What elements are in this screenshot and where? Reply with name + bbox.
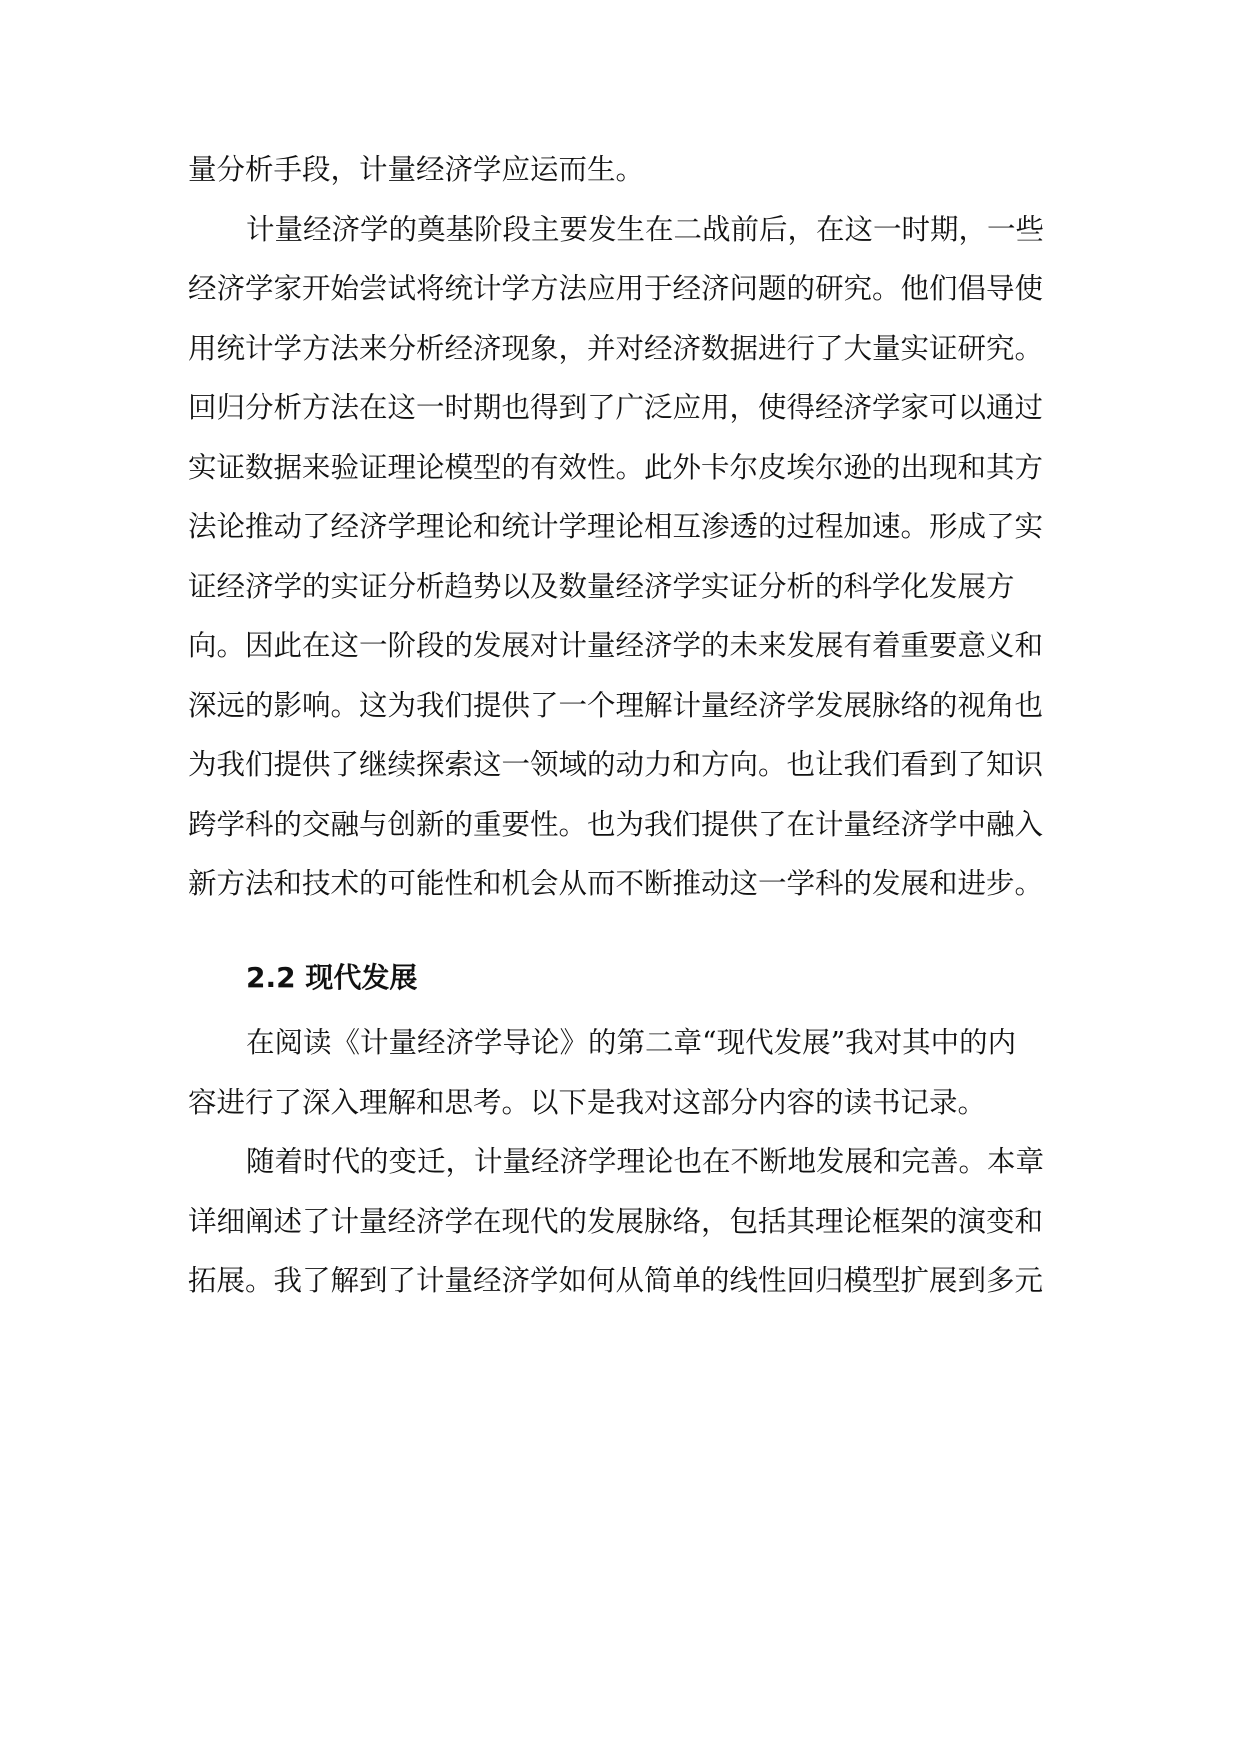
paragraph-line: 量分析手段，计量经济学应运而生。	[188, 153, 645, 186]
paragraph-line: 计量经济学的奠基阶段主要发生在二战前后，在这一时期，一些	[246, 212, 1045, 246]
paragraph-line: 随着时代的变迁，计量经济学理论也在不断地发展和完善。本章	[246, 1145, 1045, 1178]
paragraph-line: 法论推动了经济学理论和统计学理论相互渗透的过程加速。形成了实	[188, 510, 1044, 543]
paragraph-line: 为我们提供了继续探索这一领域的动力和方向。也让我们看到了知识	[188, 748, 1044, 781]
paragraph-line: 深远的影响。这为我们提供了一个理解计量经济学发展脉络的视角也	[188, 688, 1044, 722]
paragraph-line: 实证数据来验证理论模型的有效性。此外卡尔皮埃尔逊的出现和其方	[188, 450, 1044, 484]
paragraph-line: 向。因此在这一阶段的发展对计量经济学的未来发展有着重要意义和	[188, 629, 1044, 662]
paragraph-line: 拓展。我了解到了计量经济学如何从简单的线性回归模型扩展到多元	[188, 1264, 1044, 1297]
paragraph-line: 证经济学的实证分析趋势以及数量经济学实证分析的科学化发展方	[188, 569, 1015, 603]
paragraph-line: 用统计学方法来分析经济现象，并对经济数据进行了大量实证研究。	[188, 331, 1044, 365]
section-heading: 2.2 现代发展	[246, 960, 418, 994]
paragraph-line: 详细阐述了计量经济学在现代的发展脉络，包括其理论框架的演变和	[188, 1204, 1044, 1238]
body-text	[188, 140, 1068, 1311]
paragraph-line: 新方法和技术的可能性和机会从而不断推动这一学科的发展和进步。	[188, 867, 1044, 900]
paragraph-line: 在阅读《计量经济学导论》的第二章“现代发展”我对其中的内	[246, 1026, 1017, 1059]
paragraph-line: 经济学家开始尝试将统计学方法应用于经济问题的研究。他们倡导使	[188, 272, 1044, 305]
paragraph-line: 回归分析方法在这一时期也得到了广泛应用，使得经济学家可以通过	[188, 391, 1044, 424]
section-spacer	[188, 914, 1068, 948]
paragraph-line: 容进行了深入理解和思考。以下是我对这部分内容的读书记录。	[188, 1085, 987, 1119]
paragraph-line: 跨学科的交融与创新的重要性。也为我们提供了在计量经济学中融入	[188, 807, 1044, 841]
